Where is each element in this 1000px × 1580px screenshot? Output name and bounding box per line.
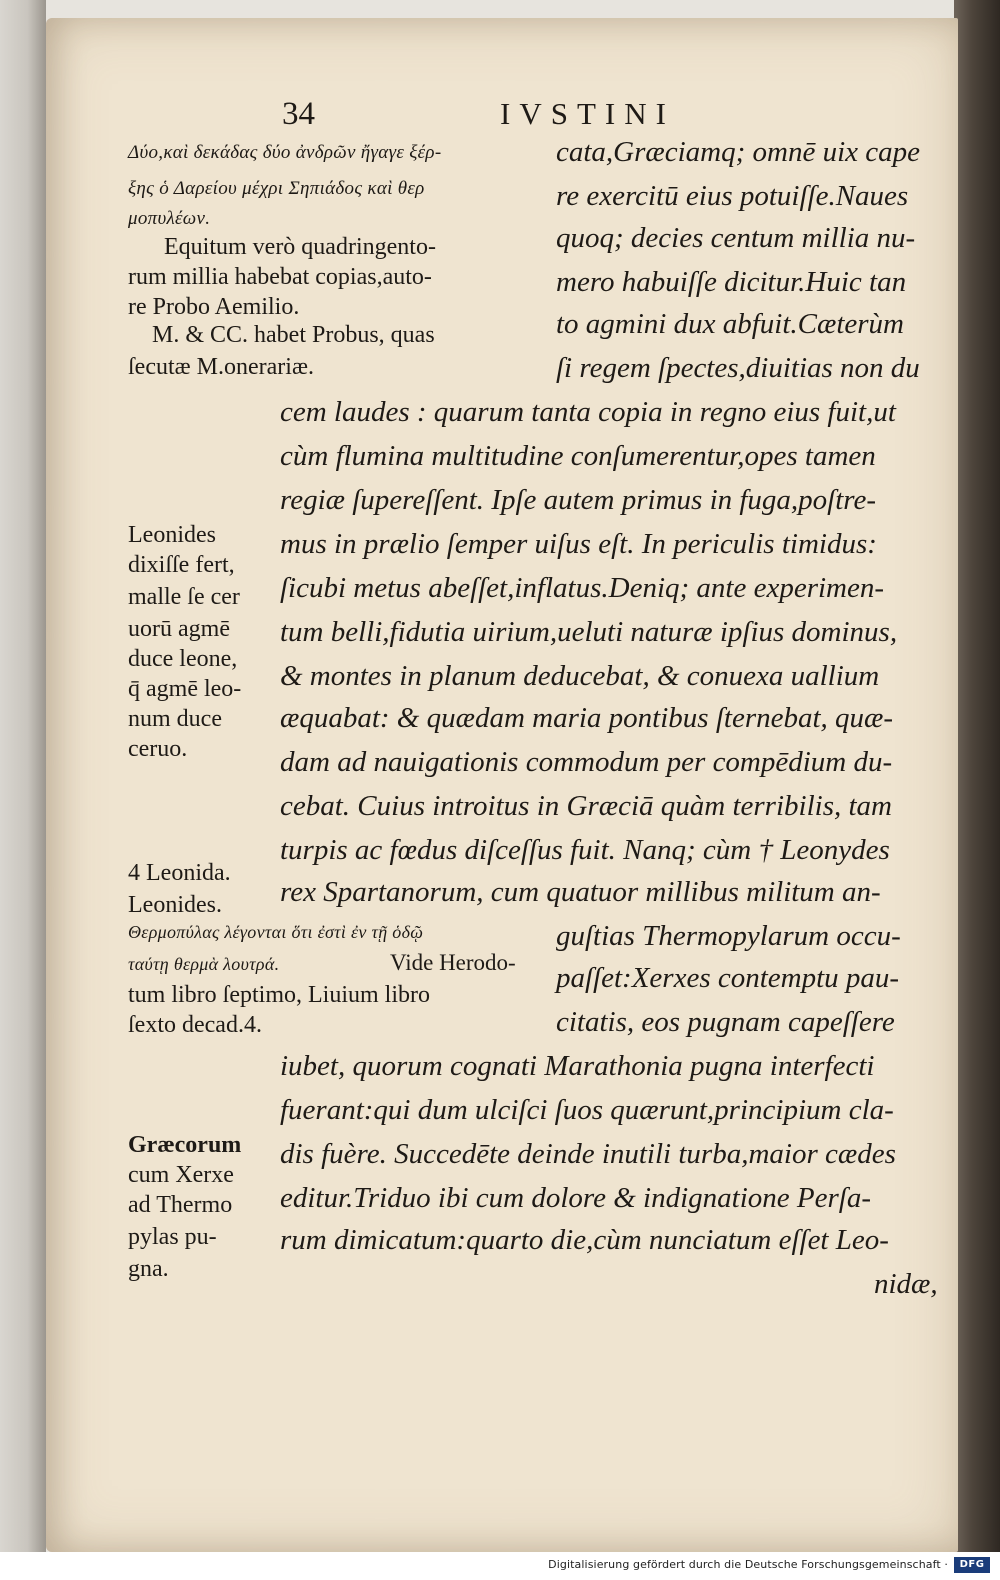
greek-note-line: Δύο,καὶ δεκάδας δύο ἀνδρῶν ἤγαγε ξέρ- [128, 142, 442, 163]
side-note-line: Leonides. [128, 892, 222, 918]
side-note-line: dixiſſe fert, [128, 552, 235, 578]
side-note-line: q̄ agmē leo- [128, 676, 242, 702]
main-text-line: dam ad nauigationis commodum per compēdium du- [280, 746, 893, 778]
side-note-line: gna. [128, 1256, 169, 1282]
main-text-line: quoq; decies centum millia nu- [556, 222, 916, 254]
side-note-line: ad Thermo [128, 1192, 233, 1218]
side-note-line: malle ſe cer [128, 584, 240, 610]
running-title: IVSTINI [500, 96, 675, 131]
side-note-line: re Probo Aemilio. [128, 294, 300, 320]
side-note-line: num duce [128, 706, 222, 732]
side-note-line: Græcorum [128, 1132, 242, 1158]
page-number: 34 [282, 96, 315, 132]
main-text-line: mero habuiſſe dicitur.Huic tan [556, 266, 907, 298]
main-text-line: cebat. Cuius introitus in Græciā quàm terribilis, tam [280, 790, 892, 822]
dfg-logo: DFG [954, 1557, 990, 1573]
main-text-line: re exercitū eius potuiſſe.Naues [556, 180, 909, 212]
main-text-line: cùm flumina multitudine conſumerentur,opes tamen [280, 440, 876, 472]
side-note-line: 4 Leonida. [128, 860, 231, 886]
greek-note-line: ταύτῃ θερμὰ λουτρά. [128, 954, 280, 974]
side-note-line: pylas pu- [128, 1224, 217, 1250]
greek-note-line: Θερμοπύλας λέγονται ὅτι ἐστὶ ἐν τῇ ὁδῷ [128, 922, 424, 942]
side-note-line: ſexto decad.4. [128, 1012, 262, 1038]
main-text-line: mus in prælio ſemper uiſus eſt. In periculis timidus: [280, 528, 877, 560]
main-text-line: cata,Græciamq; omnē uix cape [556, 136, 921, 168]
main-text-line: ſi regem ſpectes,diuitias non du [556, 352, 920, 384]
side-note-line: ceruo. [128, 736, 188, 762]
greek-note-line: μοπυλέων. [128, 208, 211, 229]
main-text-line: editur.Triduo ibi cum dolore & indignatione Perſa- [280, 1182, 871, 1214]
scan-left-margin [0, 0, 46, 1552]
main-text-line: rum dimicatum:quarto die,cùm nunciatum eſſet Leo- [280, 1224, 889, 1256]
side-note-line: Equitum verò quadringento- [164, 234, 436, 260]
main-text-line: citatis, eos pugnam capeſſere [556, 1006, 895, 1038]
main-text-line: æquabat: & quædam maria pontibus ſternebat, quæ- [280, 702, 894, 734]
main-text-line: regiæ ſupereſſent. Ipſe autem primus in fuga,poſtre- [280, 484, 877, 516]
main-text-line: turpis ac fœdus diſceſſus fuit. Nanq; cùm † Leonydes [280, 834, 890, 866]
main-text-line: guſtias Thermopylarum occu- [556, 920, 901, 952]
main-text-line: tum belli,fidutia uirium,ueluti naturæ ipſius dominus, [280, 616, 898, 648]
main-text-line: fuerant:qui dum ulciſci ſuos quærunt,principium cla- [280, 1094, 894, 1126]
greek-note-line: ξης ὁ Δαρείου μέχρι Σηπιάδος καὶ θερ [128, 178, 425, 199]
main-text-line: ſicubi metus abeſſet,inflatus.Deniq; ante experimen- [280, 572, 885, 604]
main-text-line: dis fuère. Succedēte deinde inutili turba,maior cædes [280, 1138, 896, 1170]
main-text-line: nidæ, [874, 1268, 938, 1300]
side-note-line: tum libro ſeptimo, Liuium libro [128, 982, 430, 1008]
main-text-line: paſſet:Xerxes contemptu pau- [556, 962, 900, 994]
side-note-line: ſecutæ M.onerariæ. [128, 354, 314, 380]
main-text-line: iubet, quorum cognati Marathonia pugna interfecti [280, 1050, 875, 1082]
main-text-line: & montes in planum deducebat, & conuexa uallium [280, 660, 880, 692]
digitization-footer [0, 1552, 1000, 1580]
main-text-line: rex Spartanorum, cum quatuor millibus militum an- [280, 876, 881, 908]
side-note-line: cum Xerxe [128, 1162, 234, 1188]
side-note-line: duce leone, [128, 646, 238, 672]
side-note-line: Leonides [128, 522, 216, 548]
main-text-line: cem laudes : quarum tanta copia in regno eius fuit,ut [280, 396, 896, 428]
side-note-line: rum millia habebat copias,auto- [128, 264, 432, 290]
book-cover-edge [954, 0, 1000, 1552]
main-text-line: to agmini dux abfuit.Cæterùm [556, 308, 904, 340]
side-note-line: M. & CC. habet Probus, quas [152, 322, 435, 348]
side-note-line: Vide Herodo- [390, 950, 516, 975]
funding-credit: Digitalisierung gefördert durch die Deutsche Forschungsgemeinschaft · [548, 1558, 948, 1571]
side-note-line: uorū agmē [128, 616, 230, 642]
